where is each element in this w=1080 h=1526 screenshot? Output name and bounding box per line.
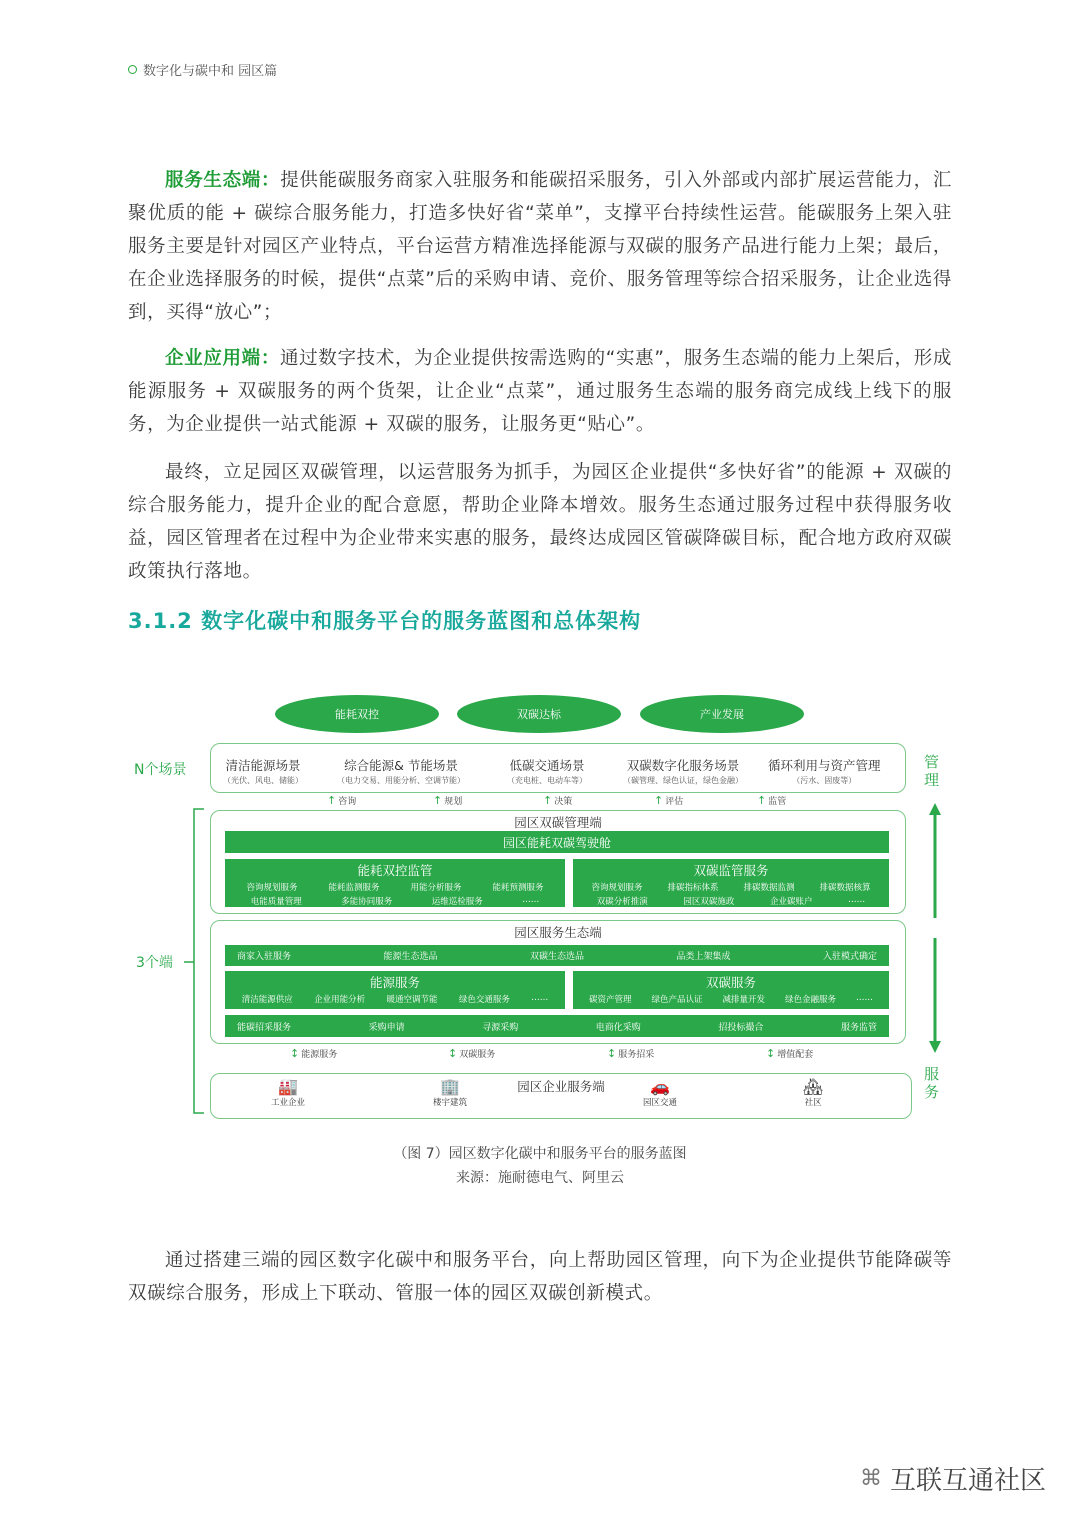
mgmt-title: 园区双碳管理端 bbox=[514, 815, 602, 830]
running-header bbox=[128, 60, 277, 79]
car-icon: 🚗 园区交通 bbox=[643, 1077, 678, 1108]
community-icon: 🏘 社区 bbox=[803, 1077, 824, 1108]
goal-oval: 能耗双控 bbox=[275, 695, 439, 733]
scene-item: 双碳数字化服务场景 （碳管理、绿色认证，绿色金融） bbox=[623, 758, 743, 785]
header-title: 数字化与碳中和 园区篇 bbox=[143, 64, 278, 79]
cockpit-bar: 园区能耗双碳驾驶舱 bbox=[225, 831, 889, 853]
lead-term: 服务生态端： bbox=[165, 170, 281, 191]
management-box bbox=[210, 810, 906, 914]
paragraph-text: 通过数字技术，为企业提供按需选购的“实惠”，服务生态端的能力上架后，形成能源服务 + 双碳服务的两个货架，让企业“点菜”，通过服务生态端的服务商完成线上线下的服务，为企业提供一站式能源 + 双碳的服务，让服务更“贴心”。 bbox=[128, 348, 952, 435]
onboarding-bar: 商家入驻服务 能源生态选品 双碳生态选品 品类上架集成 入驻模式确定 bbox=[225, 945, 889, 966]
paragraph-service-ecosystem bbox=[128, 164, 952, 329]
energy-service-box: 能源服务 清洁能源供应 企业用能分析 暖通空调节能 绿色交通服务 …… bbox=[225, 971, 565, 1009]
enterprise-box bbox=[210, 1073, 912, 1119]
lead-term: 企业应用端： bbox=[165, 348, 280, 369]
up-arrow-label: ↑ 评估 bbox=[654, 794, 684, 807]
eco-title: 园区服务生态端 bbox=[514, 925, 602, 940]
scene-item: 低碳交通场景 （充电桩、电动车等） bbox=[507, 758, 587, 785]
caption-source: 来源：施耐德电气、阿里云 bbox=[456, 1170, 624, 1186]
vertical-arrows bbox=[925, 803, 945, 1053]
carbon-service-box: 双碳服务 碳资产管理 绿色产品认证 减排量开发 绿色金融服务 …… bbox=[573, 971, 889, 1009]
manage-label: 管理 bbox=[924, 753, 940, 789]
wechat-icon: ⌘ bbox=[859, 1466, 882, 1491]
ecosystem-box bbox=[210, 920, 906, 1044]
up-arrow-label: ↑ 规划 bbox=[433, 794, 463, 807]
watermark-text: 互联互通社区 bbox=[889, 1466, 1046, 1496]
goal-oval: 产业发展 bbox=[640, 695, 804, 733]
scene-item: 综合能源& 节能场景 （电力交易、用能分析、空调节能） bbox=[337, 758, 465, 785]
paragraph-summary: 通过搭建三端的园区数字化碳中和服务平台，向上帮助园区管理，向下为企业提供节能降碳等双碳综合服务，形成上下联动、管服一体的园区双碳创新模式。 bbox=[128, 1250, 952, 1304]
scene-item: 循环利用与资产管理 （污水、固废等） bbox=[768, 758, 881, 785]
left-bracket bbox=[182, 807, 212, 1117]
carbon-supervision-box: 双碳监管服务 咨询规划服务 排碳指标体系 排碳数据监测 排碳数据核算 双碳分析推演 园区双碳施政 企业碳账户 …… bbox=[573, 859, 889, 907]
enterprise-title: 园区企业服务端 bbox=[517, 1079, 605, 1094]
up-arrow-label: ↑ 监管 bbox=[757, 794, 787, 807]
caption-title: （图 7）园区数字化碳中和服务平台的服务蓝图 bbox=[393, 1146, 687, 1162]
procurement-bar: 能碳招采服务 采购申请 寻源采购 电商化采购 招投标撮合 服务监管 bbox=[225, 1015, 889, 1037]
bi-arrow-label: ↕ 增值配套 bbox=[766, 1047, 814, 1060]
scenes-box bbox=[210, 743, 906, 793]
service-label: 服务 bbox=[924, 1065, 940, 1101]
bi-arrow-label: ↕ 能源服务 bbox=[290, 1047, 338, 1060]
bi-arrow-label: ↕ 服务招采 bbox=[607, 1047, 655, 1060]
paragraph-conclusion: 最终，立足园区双碳管理，以运营服务为抓手，为园区企业提供“多快好省”的能源 + 双碳的综合服务能力，提升企业的配合意愿，帮助企业降本增效。服务生态通过服务过程中获得服务收益，园区管理者在过程中为企业带来实惠的服务，最终达成园区管碳降碳目标，配合地方政府双碳政策执行落地。 bbox=[128, 462, 952, 582]
paragraph-enterprise-app bbox=[128, 342, 952, 441]
goal-oval: 双碳达标 bbox=[457, 695, 621, 733]
factory-icon: 🏭 工业企业 bbox=[271, 1077, 306, 1108]
up-arrow-label: ↑ 决策 bbox=[543, 794, 573, 807]
energy-control-box: 能耗双控监管 咨询规划服务 能耗监测服务 用能分析服务 能耗预测服务 电能质量管理 多能协同服务 运维巡检服务 …… bbox=[225, 859, 565, 907]
circle-icon bbox=[128, 65, 137, 74]
section-title: 3.1.2 数字化碳中和服务平台的服务蓝图和总体架构 bbox=[128, 609, 642, 633]
ends-label: 3个端 bbox=[136, 955, 173, 971]
bi-arrow-label: ↕ 双碳服务 bbox=[448, 1047, 496, 1060]
building-icon: 🏢 楼宇建筑 bbox=[433, 1077, 468, 1108]
service-blueprint-diagram bbox=[130, 695, 950, 1125]
up-arrow-label: ↑ 咨询 bbox=[327, 794, 357, 807]
scenes-label: N个场景 bbox=[134, 762, 187, 778]
watermark bbox=[860, 1460, 1046, 1497]
figure-caption bbox=[0, 1142, 1080, 1190]
scene-item: 清洁能源场景 （光伏、风电、储能） bbox=[223, 758, 303, 785]
paragraph-text: 提供能碳服务商家入驻服务和能碳招采服务，引入外部或内部扩展运营能力，汇聚优质的能 + 碳综合服务能力，打造多快好省“菜单”，支撑平台持续性运营。能碳服务上架入驻服务主要是针对园区产业特点，平台运营方精准选择能源与双碳的服务产品进行能力上架；最后，在企业选择服务的时候，提供“点菜”后的采购申请、竞价、服务管理等综合招采服务，让企业选得到，买得“放心”； bbox=[128, 170, 952, 323]
